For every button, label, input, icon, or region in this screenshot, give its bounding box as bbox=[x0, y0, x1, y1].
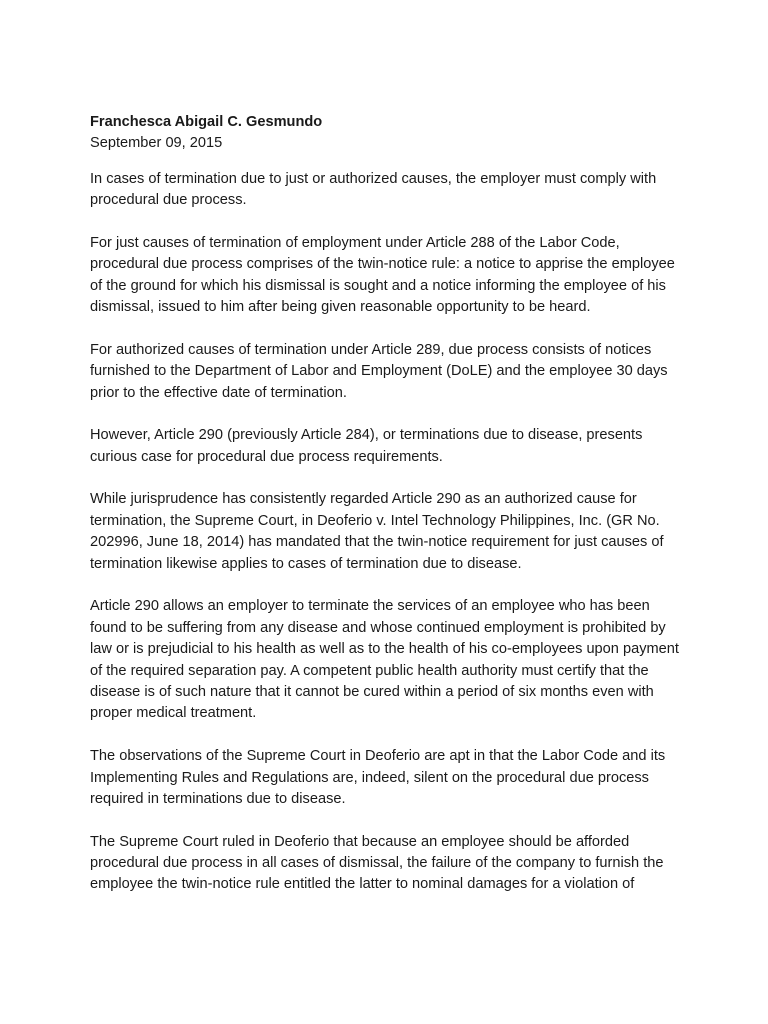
paragraph: In cases of termination due to just or authorized causes, the employer must comply with procedural due process. bbox=[90, 170, 657, 209]
paragraph: While jurisprudence has consistently regarded Article 290 as an authorized cause for termination, the Supreme Court, in Deoferio v. Intel Technology Philippines, Inc. (GR No. 202996, June 18, 2014) has mandated that the twin-notice requirement for just causes of termination likewise applies to cases of termination due to disease. bbox=[90, 491, 664, 572]
paragraph: Article 290 allows an employer to terminate the services of an employee who has been found to be suffering from any disease and whose continued employment is prohibited by law or is prejudicial to his health as well as to the health of his co-employees upon payment of the required separation pay. A competent public health authority must certify that the disease is of such nature that it cannot be cured within a period of six months even with proper medical treatment. bbox=[90, 598, 679, 722]
document-date: September 09, 2015 bbox=[90, 135, 223, 152]
document-body bbox=[90, 112, 680, 917]
paragraph: The Supreme Court ruled in Deoferio that because an employee should be afforded procedural due process in all cases of dismissal, the failure of the company to furnish the employee the twin-notice rule entitled the latter to nominal damages for a violation of bbox=[90, 833, 664, 893]
paragraph: For just causes of termination of employment under Article 288 of the Labor Code, procedural due process comprises of the twin-notice rule: a notice to apprise the employee of the ground for which his dismissal is sought and a notice informing the employee of his dismissal, issued to him after being given reasonable opportunity to be heard. bbox=[90, 234, 675, 316]
author-name: Franchesca Abigail C. Gesmundo bbox=[90, 114, 323, 130]
paragraph: However, Article 290 (previously Article 284), or terminations due to disease, presents curious case for procedural due process requirements. bbox=[90, 427, 643, 465]
paragraph: The observations of the Supreme Court in Deoferio are apt in that the Labor Code and its Implementing Rules and Regulations are, indeed, silent on the procedural due process required in terminations due to disease. bbox=[90, 748, 666, 807]
paragraph: For authorized causes of termination under Article 289, due process consists of notices furnished to the Department of Labor and Employment (DoLE) and the employee 30 days prior to the effective date of termination. bbox=[90, 341, 668, 401]
